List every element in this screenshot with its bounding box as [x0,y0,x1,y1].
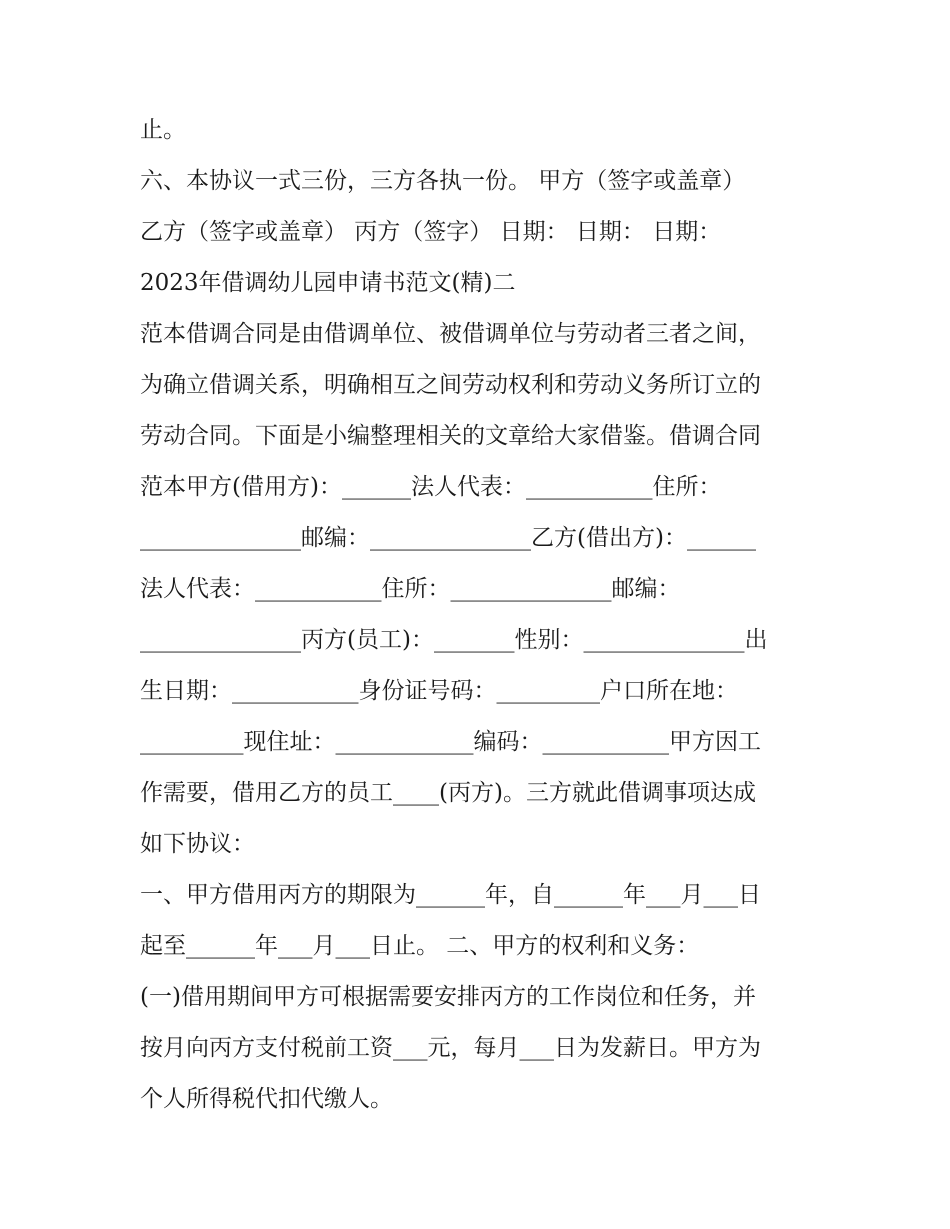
text-line: _________现住址：____________编码：___________甲方因工 [140,729,761,755]
text-line: 起至______年___月___日止。 二、甲方的权利和义务： [140,933,700,959]
text-line: 作需要，借用乙方的员工____(丙方)。三方就此借调事项达成 [140,780,756,806]
text-line: 为确立借调关系，明确相互之间劳动权利和劳动义务所订立的 [140,372,761,398]
text-line: 如下协议： [140,831,255,857]
text-line: 一、甲方借用丙方的期限为______年，自______年___月___日 [140,882,761,908]
text-line: 止。 [140,117,186,143]
text-line: ______________丙方(员工)：_______性别：______________出 [140,627,768,653]
text-line: 生日期：___________身份证号码：_________户口所在地： [140,678,738,704]
text-line: 法人代表：___________住所：______________邮编： [140,576,681,602]
text-line: 范本借调合同是由借调单位、被借调单位与劳动者三者之间， [140,321,761,347]
section-heading: 2023年借调幼儿园申请书范文(精)二 [140,270,516,296]
text-line: 六、本协议一式三份，三方各执一份。 甲方（签字或盖章） [140,168,746,194]
text-line: 范本甲方(借用方)：______法人代表：___________住所： [140,474,722,500]
text-line: 乙方（签字或盖章） 丙方（签字） 日期： 日期： 日期： [140,219,722,245]
text-line: 按月向丙方支付税前工资___元，每月___日为发薪日。甲方为 [140,1035,761,1061]
text-line: 劳动合同。下面是小编整理相关的文章给大家借鉴。借调合同 [140,423,761,449]
text-line: (一)借用期间甲方可根据需要安排丙方的工作岗位和任务，并 [140,984,756,1010]
text-line: 个人所得税代扣代缴人。 [140,1086,393,1112]
text-line: ______________邮编：______________乙方(借出方)：______ [140,525,756,551]
